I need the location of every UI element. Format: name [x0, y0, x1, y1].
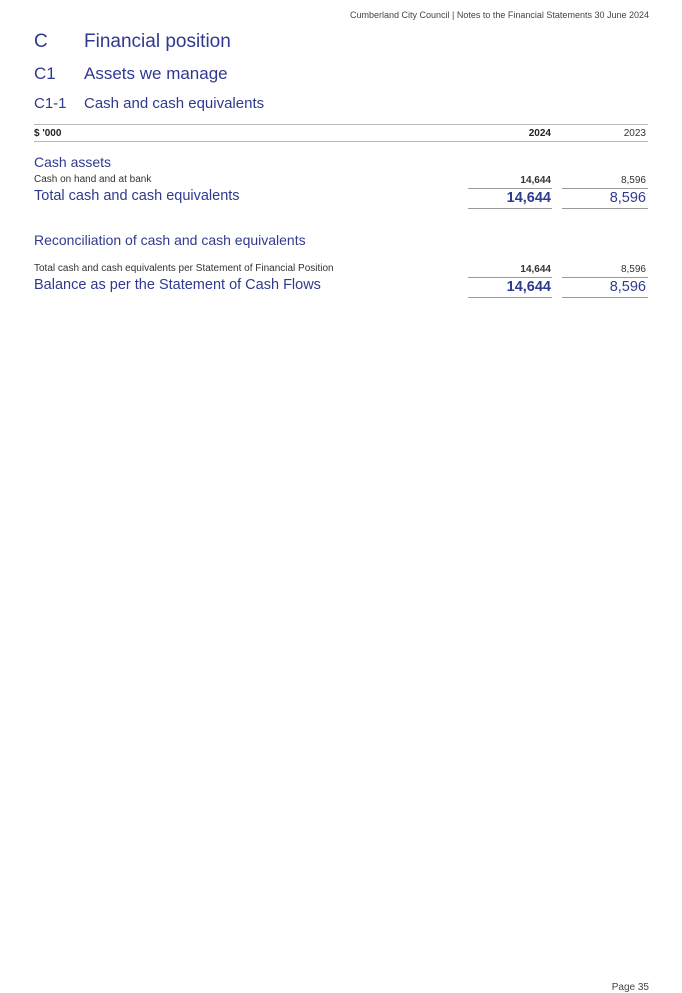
balance-rule-2023 [562, 297, 648, 298]
subtotal-rule-2023 [562, 188, 648, 189]
page-number: Page 35 [611, 982, 649, 993]
section-code: C [34, 31, 48, 52]
reconciliation-row-2023: 8,596 [620, 264, 646, 275]
subsection-title: Assets we manage [84, 64, 228, 83]
note-code: C1-1 [34, 95, 67, 112]
total-cash-2024: 14,644 [506, 190, 551, 206]
table-top-rule [34, 124, 648, 125]
note-title: Cash and cash equivalents [84, 95, 265, 112]
total-rule-2023 [562, 208, 648, 209]
balance-cash-flows-2023: 8,596 [609, 279, 646, 295]
balance-cash-flows-2024: 14,644 [506, 279, 551, 295]
reconciliation-row-2024: 14,644 [520, 264, 551, 275]
reconciliation-heading: Reconciliation of cash and cash equivalents [34, 232, 306, 248]
section-title: Financial position [84, 31, 231, 52]
balance-rule-2024 [468, 297, 552, 298]
table-header-rule [34, 141, 648, 142]
total-cash-label: Total cash and cash equivalents [34, 188, 240, 204]
balance-cash-flows-label: Balance as per the Statement of Cash Flows [34, 277, 321, 293]
cash-on-hand-label: Cash on hand and at bank [34, 174, 152, 185]
column-header-2024: 2024 [528, 128, 551, 139]
column-header-2023: 2023 [623, 128, 646, 139]
reconciliation-subtotal-rule-2023 [562, 277, 648, 278]
cash-assets-heading: Cash assets [34, 154, 112, 170]
total-rule-2024 [468, 208, 552, 209]
subsection-code: C1 [34, 64, 56, 83]
subtotal-rule-2024 [468, 188, 552, 189]
unit-label: $ '000 [34, 128, 62, 139]
reconciliation-subtotal-rule-2024 [468, 277, 552, 278]
running-header: Cumberland City Council | Notes to the Financial Statements 30 June 2024 [350, 10, 649, 20]
cash-on-hand-2024: 14,644 [520, 175, 551, 186]
total-cash-2023: 8,596 [609, 190, 646, 206]
reconciliation-row-label: Total cash and cash equivalents per Statement of Financial Position [34, 263, 334, 274]
cash-on-hand-2023: 8,596 [620, 175, 646, 186]
